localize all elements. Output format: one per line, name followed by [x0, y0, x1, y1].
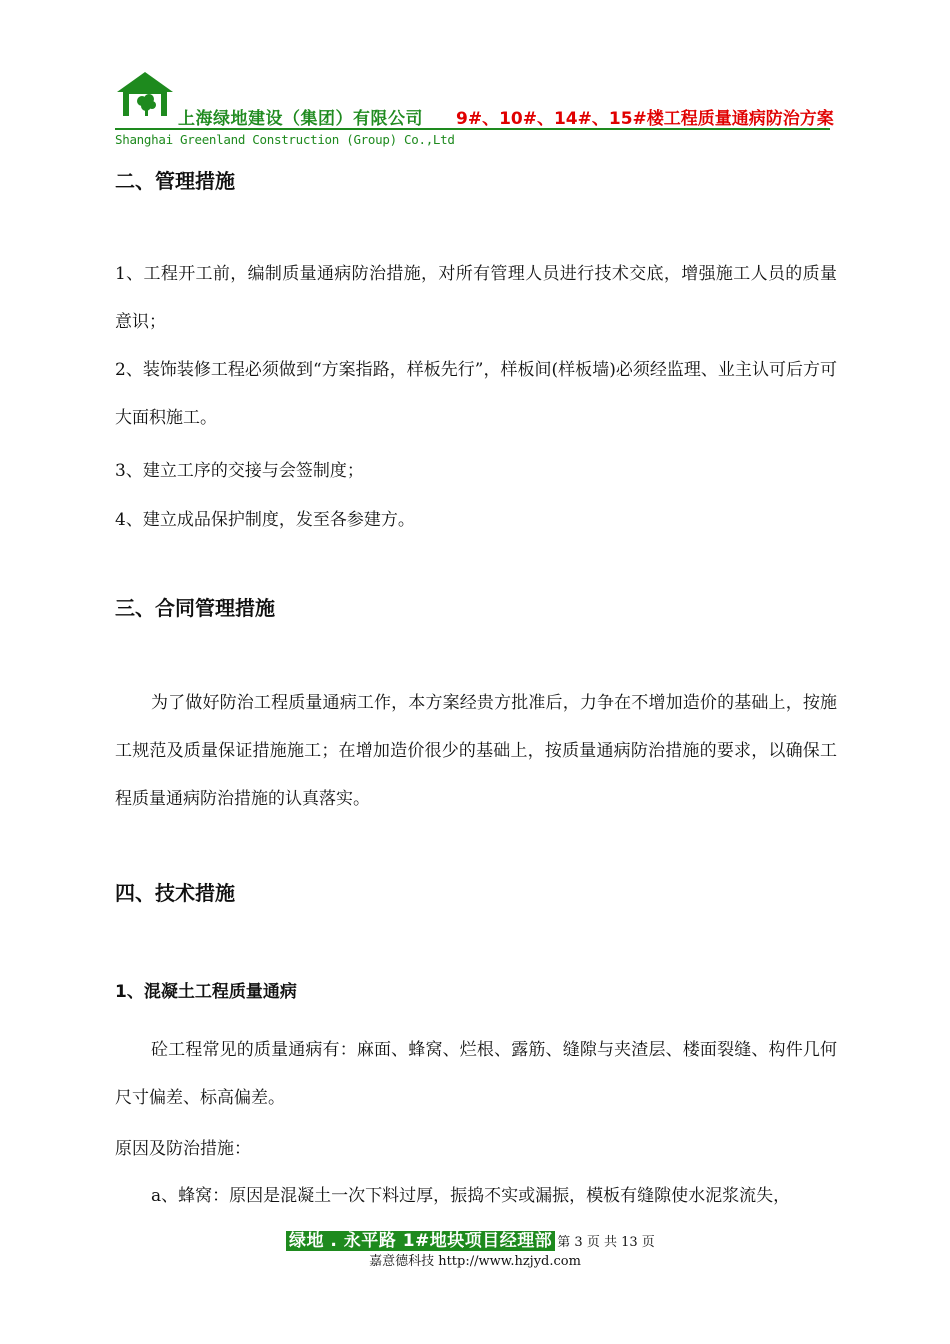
- causes-label: 原因及防治措施：: [115, 1139, 251, 1159]
- section-heading-technical: 四、技术措施: [115, 881, 235, 905]
- document-title: 9#、10#、14#、15#楼工程质量通病防治方案: [456, 109, 834, 129]
- list-item: 4、建立成品保护制度，发至各参建方。: [115, 510, 415, 530]
- header-divider: [115, 128, 830, 130]
- concrete-defects-paragraph: 砼工程常见的质量通病有：麻面、蜂窝、烂根、露筋、缝隙与夹渣层、楼面裂缝、构件几何尺寸偏差、标高偏差。: [115, 1040, 837, 1108]
- footer-project: 绿地 . 永平路 1#地块项目经理部: [286, 1231, 555, 1251]
- company-name-english: Shanghai Greenland Construction (Group) Co.,Ltd: [115, 132, 455, 147]
- section-heading-management: 二、管理措施: [115, 169, 235, 193]
- contract-paragraph: 为了做好防治工程质量通病工作，本方案经贵方批准后，力争在不增加造价的基础上，按施工规范及质量保证措施施工；在增加造价很少的基础上，按质量通病防治措施的要求，以确保工程质量通病防治措施的认真落实。: [115, 693, 837, 809]
- section-heading-contract: 三、合同管理措施: [115, 596, 275, 620]
- sub-heading-concrete: 1、混凝土工程质量通病: [115, 982, 297, 1002]
- page-number: 第 3 页 共 13 页: [557, 1235, 655, 1250]
- item-honeycomb: a、蜂窝：原因是混凝土一次下料过厚，振捣不实或漏振，模板有缝隙使水泥浆流失，: [151, 1186, 791, 1206]
- footer-site: 嘉意德科技 http://www.hzjyd.com: [369, 1254, 581, 1269]
- list-item: 2、装饰装修工程必须做到“方案指路，样板先行”，样板间(样板墙)必须经监理、业主认可后方可大面积施工。: [115, 360, 837, 428]
- house-tree-logo-icon: [115, 70, 175, 118]
- footer: [286, 1226, 655, 1251]
- list-item: 1、工程开工前，编制质量通病防治措施，对所有管理人员进行技术交底，增强施工人员的质量意识；: [115, 264, 837, 332]
- list-item: 3、建立工序的交接与会签制度；: [115, 461, 364, 481]
- company-name: 上海绿地建设（集团）有限公司: [178, 109, 423, 129]
